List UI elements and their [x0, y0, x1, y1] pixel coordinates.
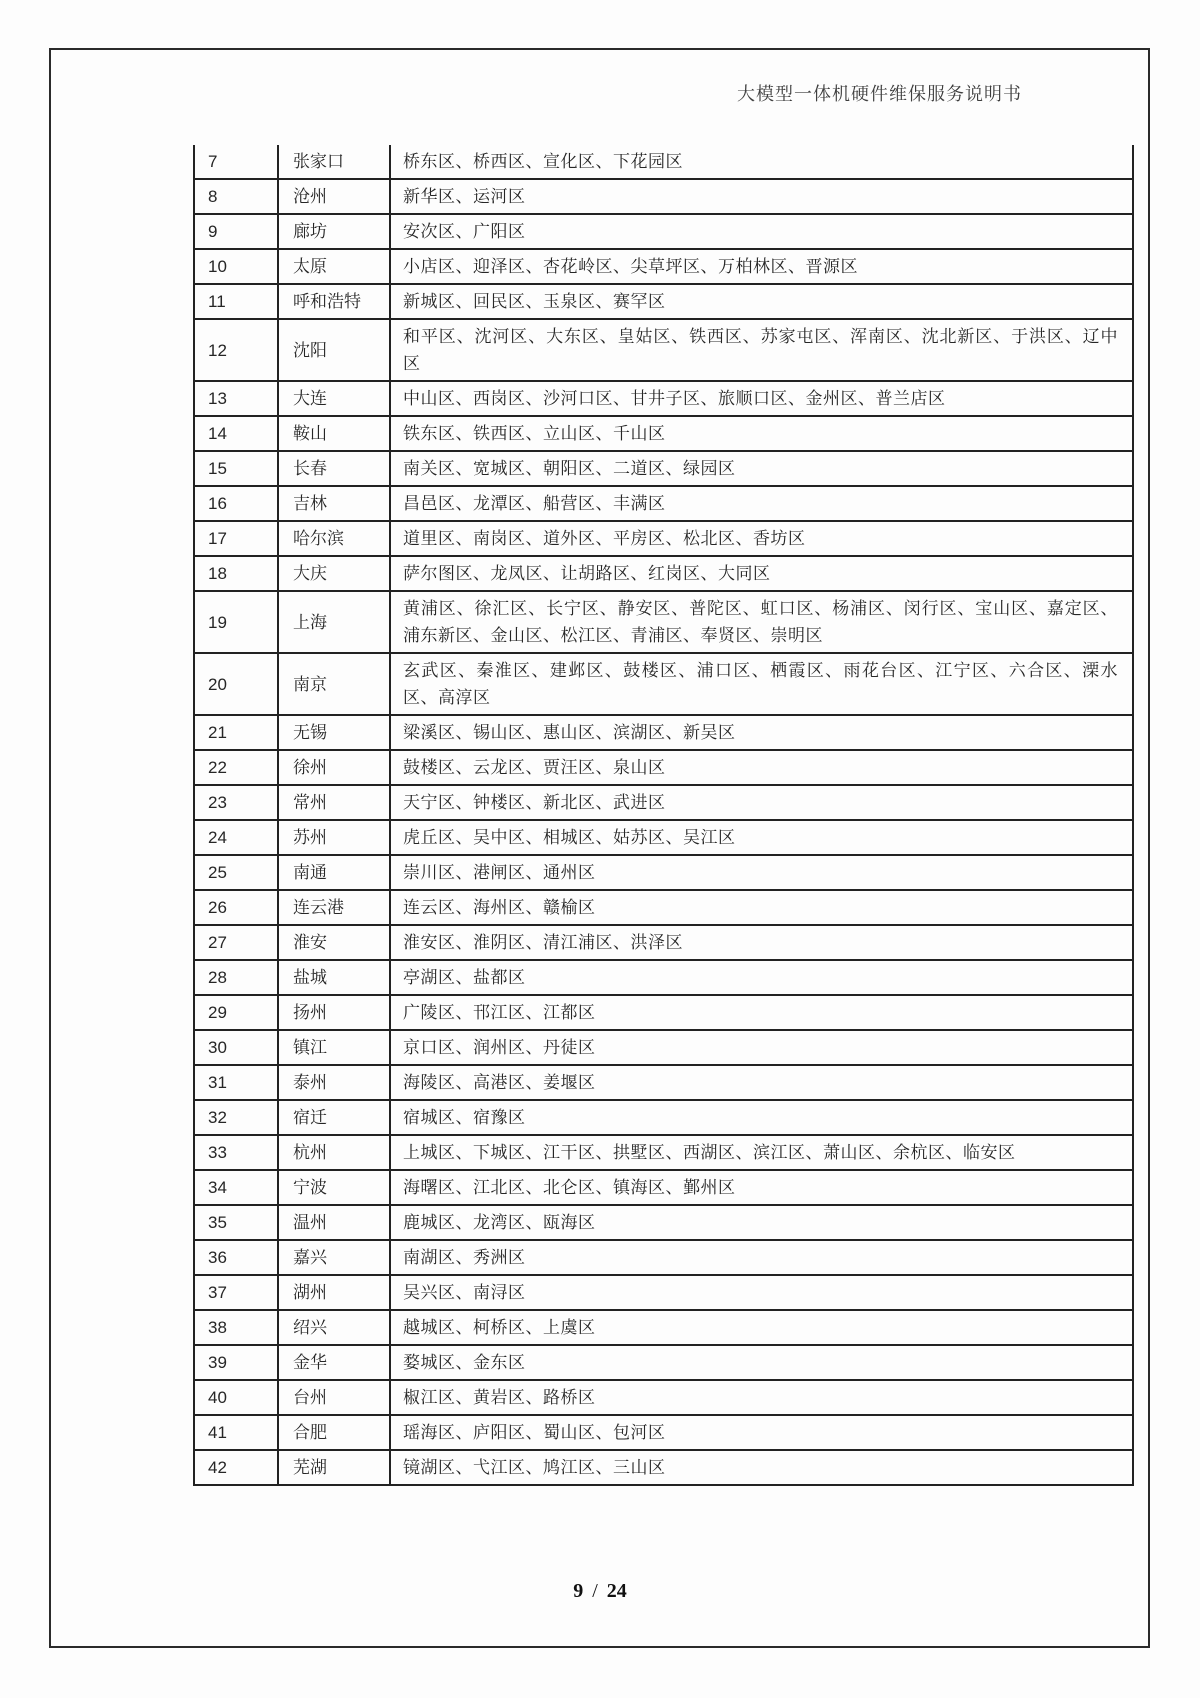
row-number-cell: 22	[194, 750, 278, 785]
table-row	[194, 284, 1133, 319]
table-row	[194, 214, 1133, 249]
city-cell: 吉林	[278, 486, 390, 521]
districts-cell: 萨尔图区、龙凤区、让胡路区、红岗区、大同区	[390, 556, 1133, 591]
districts-cell: 亭湖区、盐都区	[390, 960, 1133, 995]
row-number-cell: 18	[194, 556, 278, 591]
city-cell: 南通	[278, 855, 390, 890]
table-row	[194, 451, 1133, 486]
city-cell: 徐州	[278, 750, 390, 785]
districts-cell: 梁溪区、锡山区、惠山区、滨湖区、新吴区	[390, 715, 1133, 750]
table-row	[194, 995, 1133, 1030]
row-number-cell: 9	[194, 214, 278, 249]
districts-cell: 鹿城区、龙湾区、瓯海区	[390, 1205, 1133, 1240]
districts-cell: 瑶海区、庐阳区、蜀山区、包河区	[390, 1415, 1133, 1450]
table-row	[194, 1205, 1133, 1240]
city-cell: 无锡	[278, 715, 390, 750]
table-row	[194, 521, 1133, 556]
row-number-cell: 15	[194, 451, 278, 486]
districts-cell: 海曙区、江北区、北仑区、镇海区、鄞州区	[390, 1170, 1133, 1205]
row-number-cell: 27	[194, 925, 278, 960]
table-row	[194, 855, 1133, 890]
city-cell: 常州	[278, 785, 390, 820]
table-row	[194, 1170, 1133, 1205]
districts-cell: 淮安区、淮阴区、清江浦区、洪泽区	[390, 925, 1133, 960]
row-number-cell: 28	[194, 960, 278, 995]
districts-cell: 上城区、下城区、江干区、拱墅区、西湖区、滨江区、萧山区、余杭区、临安区	[390, 1135, 1133, 1170]
row-number-cell: 36	[194, 1240, 278, 1275]
row-number-cell: 7	[194, 145, 278, 179]
table-row	[194, 381, 1133, 416]
table-row	[194, 785, 1133, 820]
districts-cell: 鼓楼区、云龙区、贾汪区、泉山区	[390, 750, 1133, 785]
table-row	[194, 820, 1133, 855]
districts-cell: 海陵区、高港区、姜堰区	[390, 1065, 1133, 1100]
districts-cell: 镜湖区、弋江区、鸠江区、三山区	[390, 1450, 1133, 1485]
row-number-cell: 19	[194, 591, 278, 653]
page-number	[0, 1580, 1200, 1603]
table-row	[194, 1030, 1133, 1065]
city-cell: 大庆	[278, 556, 390, 591]
table-row	[194, 1135, 1133, 1170]
row-number-cell: 42	[194, 1450, 278, 1485]
city-cell: 镇江	[278, 1030, 390, 1065]
districts-cell: 南湖区、秀洲区	[390, 1240, 1133, 1275]
row-number-cell: 29	[194, 995, 278, 1030]
row-number-cell: 8	[194, 179, 278, 214]
row-number-cell: 35	[194, 1205, 278, 1240]
table-row	[194, 145, 1133, 179]
row-number-cell: 20	[194, 653, 278, 715]
table-row	[194, 715, 1133, 750]
table-row	[194, 1100, 1133, 1135]
districts-cell: 宿城区、宿豫区	[390, 1100, 1133, 1135]
table-row	[194, 925, 1133, 960]
districts-cell: 安次区、广阳区	[390, 214, 1133, 249]
city-districts-table	[193, 145, 1134, 1486]
city-cell: 连云港	[278, 890, 390, 925]
table-row	[194, 1380, 1133, 1415]
city-cell: 廊坊	[278, 214, 390, 249]
districts-cell: 崇川区、港闸区、通州区	[390, 855, 1133, 890]
table-row	[194, 556, 1133, 591]
table-row	[194, 1275, 1133, 1310]
row-number-cell: 23	[194, 785, 278, 820]
row-number-cell: 41	[194, 1415, 278, 1450]
row-number-cell: 32	[194, 1100, 278, 1135]
districts-cell: 连云区、海州区、赣榆区	[390, 890, 1133, 925]
row-number-cell: 17	[194, 521, 278, 556]
city-cell: 长春	[278, 451, 390, 486]
table-row	[194, 1345, 1133, 1380]
districts-cell: 桥东区、桥西区、宣化区、下花园区	[390, 145, 1133, 179]
districts-cell: 天宁区、钟楼区、新北区、武进区	[390, 785, 1133, 820]
table-row	[194, 179, 1133, 214]
row-number-cell: 13	[194, 381, 278, 416]
districts-cell: 虎丘区、吴中区、相城区、姑苏区、吴江区	[390, 820, 1133, 855]
city-cell: 呼和浩特	[278, 284, 390, 319]
city-cell: 太原	[278, 249, 390, 284]
row-number-cell: 25	[194, 855, 278, 890]
city-cell: 温州	[278, 1205, 390, 1240]
row-number-cell: 37	[194, 1275, 278, 1310]
table-row	[194, 890, 1133, 925]
row-number-cell: 11	[194, 284, 278, 319]
city-cell: 绍兴	[278, 1310, 390, 1345]
table-row	[194, 750, 1133, 785]
city-cell: 泰州	[278, 1065, 390, 1100]
table-row	[194, 416, 1133, 451]
row-number-cell: 40	[194, 1380, 278, 1415]
city-cell: 大连	[278, 381, 390, 416]
districts-cell: 椒江区、黄岩区、路桥区	[390, 1380, 1133, 1415]
table-row	[194, 486, 1133, 521]
table-row	[194, 1240, 1133, 1275]
city-cell: 湖州	[278, 1275, 390, 1310]
districts-cell: 和平区、沈河区、大东区、皇姑区、铁西区、苏家屯区、浑南区、沈北新区、于洪区、辽中区	[390, 319, 1133, 381]
city-cell: 张家口	[278, 145, 390, 179]
city-cell: 鞍山	[278, 416, 390, 451]
districts-cell: 新城区、回民区、玉泉区、赛罕区	[390, 284, 1133, 319]
districts-cell: 吴兴区、南浔区	[390, 1275, 1133, 1310]
row-number-cell: 26	[194, 890, 278, 925]
city-cell: 杭州	[278, 1135, 390, 1170]
city-cell: 台州	[278, 1380, 390, 1415]
city-cell: 合肥	[278, 1415, 390, 1450]
row-number-cell: 30	[194, 1030, 278, 1065]
current-page-number: 9	[573, 1580, 584, 1602]
districts-cell: 黄浦区、徐汇区、长宁区、静安区、普陀区、虹口区、杨浦区、闵行区、宝山区、嘉定区、浦东新区、金山区、松江区、青浦区、奉贤区、崇明区	[390, 591, 1133, 653]
districts-cell: 越城区、柯桥区、上虞区	[390, 1310, 1133, 1345]
districts-cell: 玄武区、秦淮区、建邺区、鼓楼区、浦口区、栖霞区、雨花台区、江宁区、六合区、溧水区、高淳区	[390, 653, 1133, 715]
city-table-body	[194, 145, 1133, 1485]
row-number-cell: 39	[194, 1345, 278, 1380]
table-row	[194, 653, 1133, 715]
row-number-cell: 38	[194, 1310, 278, 1345]
row-number-cell: 12	[194, 319, 278, 381]
table-row	[194, 249, 1133, 284]
city-cell: 宿迁	[278, 1100, 390, 1135]
city-cell: 哈尔滨	[278, 521, 390, 556]
city-cell: 金华	[278, 1345, 390, 1380]
districts-cell: 婺城区、金东区	[390, 1345, 1133, 1380]
row-number-cell: 33	[194, 1135, 278, 1170]
table-row	[194, 1450, 1133, 1485]
page-number-separator: /	[592, 1580, 598, 1602]
city-cell: 宁波	[278, 1170, 390, 1205]
row-number-cell: 24	[194, 820, 278, 855]
city-cell: 苏州	[278, 820, 390, 855]
table-row	[194, 960, 1133, 995]
districts-cell: 道里区、南岗区、道外区、平房区、松北区、香坊区	[390, 521, 1133, 556]
row-number-cell: 14	[194, 416, 278, 451]
table-row	[194, 1415, 1133, 1450]
districts-cell: 中山区、西岗区、沙河口区、甘井子区、旅顺口区、金州区、普兰店区	[390, 381, 1133, 416]
total-page-count: 24	[606, 1580, 627, 1602]
city-cell: 扬州	[278, 995, 390, 1030]
city-cell: 芜湖	[278, 1450, 390, 1485]
table-row	[194, 319, 1133, 381]
row-number-cell: 31	[194, 1065, 278, 1100]
districts-cell: 南关区、宽城区、朝阳区、二道区、绿园区	[390, 451, 1133, 486]
districts-cell: 小店区、迎泽区、杏花岭区、尖草坪区、万柏林区、晋源区	[390, 249, 1133, 284]
districts-cell: 新华区、运河区	[390, 179, 1133, 214]
row-number-cell: 10	[194, 249, 278, 284]
city-cell: 沧州	[278, 179, 390, 214]
districts-cell: 京口区、润州区、丹徒区	[390, 1030, 1133, 1065]
city-cell: 盐城	[278, 960, 390, 995]
page-header-title: 大模型一体机硬件维保服务说明书	[737, 84, 1022, 104]
table-row	[194, 1310, 1133, 1345]
districts-cell: 广陵区、邗江区、江都区	[390, 995, 1133, 1030]
districts-cell: 昌邑区、龙潭区、船营区、丰满区	[390, 486, 1133, 521]
city-cell: 嘉兴	[278, 1240, 390, 1275]
city-cell: 南京	[278, 653, 390, 715]
table-row	[194, 591, 1133, 653]
city-cell: 上海	[278, 591, 390, 653]
row-number-cell: 34	[194, 1170, 278, 1205]
row-number-cell: 16	[194, 486, 278, 521]
districts-cell: 铁东区、铁西区、立山区、千山区	[390, 416, 1133, 451]
city-cell: 淮安	[278, 925, 390, 960]
row-number-cell: 21	[194, 715, 278, 750]
table-row	[194, 1065, 1133, 1100]
city-cell: 沈阳	[278, 319, 390, 381]
